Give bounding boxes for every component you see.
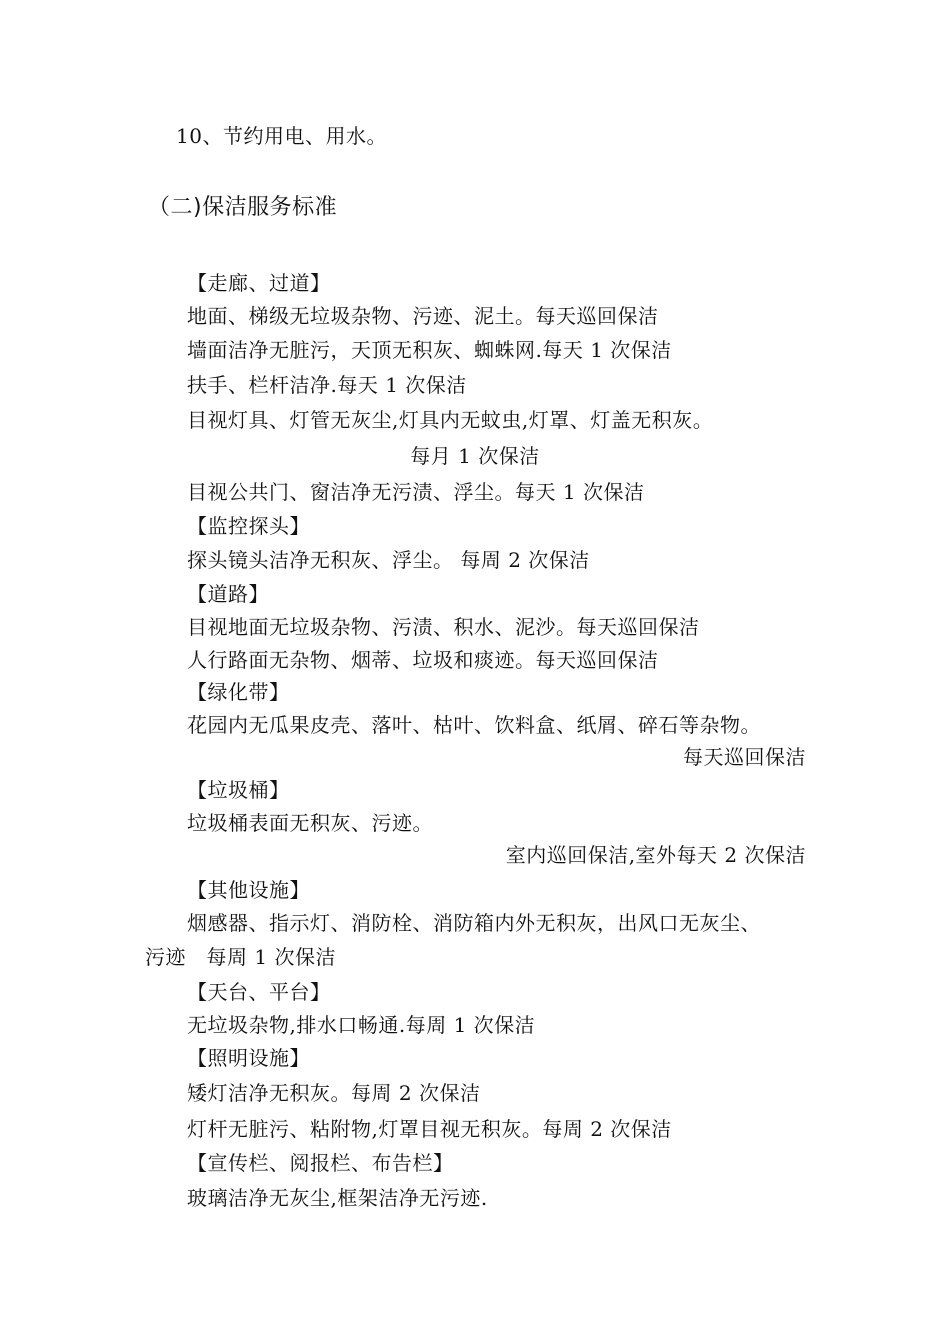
standard-line: 花园内无瓜果皮壳、落叶、枯叶、饮料盒、纸屑、碎石等杂物。 — [187, 713, 761, 737]
category-green-belt: 【绿化带】 — [187, 680, 290, 704]
category-lighting: 【照明设施】 — [187, 1046, 310, 1070]
standard-line: 目视公共门、窗洁净无污渍、浮尘。每天 1 次保洁 — [187, 480, 645, 504]
category-other-facilities: 【其他设施】 — [187, 878, 310, 902]
standard-line: 烟感器、指示灯、消防栓、消防箱内外无积灰，出风口无灰尘、 — [187, 911, 761, 935]
frequency-line: 每月 1 次保洁 — [410, 444, 540, 468]
standard-line: 目视地面无垃圾杂物、污渍、积水、泥沙。每天巡回保洁 — [187, 615, 700, 639]
category-road: 【道路】 — [187, 582, 269, 606]
category-rooftop: 【天台、平台】 — [187, 980, 331, 1004]
standard-line: 目视灯具、灯管无灰尘,灯具内无蚊虫,灯罩、灯盖无积灰。 — [187, 408, 714, 432]
standard-line-continued: 污迹 每周 1 次保洁 — [145, 945, 336, 969]
standard-line: 矮灯洁净无积灰。每周 2 次保洁 — [187, 1081, 481, 1105]
category-trash-bin: 【垃圾桶】 — [187, 778, 290, 802]
standard-line: 玻璃洁净无灰尘,框架洁净无污迹. — [187, 1186, 488, 1210]
standard-line: 无垃圾杂物,排水口畅通.每周 1 次保洁 — [187, 1013, 536, 1037]
standard-line: 墙面洁净无脏污，天顶无积灰、蜘蛛网.每天 1 次保洁 — [187, 338, 672, 362]
category-bulletin-boards: 【宣传栏、阅报栏、布告栏】 — [187, 1151, 454, 1175]
standard-line: 灯杆无脏污、粘附物,灯罩目视无积灰。每周 2 次保洁 — [187, 1117, 672, 1141]
category-corridor: 【走廊、过道】 — [187, 271, 331, 295]
section-title: （二)保洁服务标准 — [148, 195, 338, 220]
standard-line: 扶手、栏杆洁净.每天 1 次保洁 — [187, 373, 467, 397]
list-item-10: 10、节约用电、用水。 — [176, 124, 387, 148]
standard-line: 地面、梯级无垃圾杂物、污迹、泥土。每天巡回保洁 — [187, 304, 659, 328]
frequency-line: 室内巡回保洁,室外每天 2 次保洁 — [505, 843, 806, 867]
standard-line: 人行路面无杂物、烟蒂、垃圾和痰迹。每天巡回保洁 — [187, 648, 659, 672]
standard-line: 探头镜头洁净无积灰、浮尘。 每周 2 次保洁 — [187, 548, 590, 572]
standard-line: 垃圾桶表面无积灰、污迹。 — [187, 811, 433, 835]
frequency-line: 每天巡回保洁 — [683, 745, 806, 769]
category-camera: 【监控探头】 — [187, 514, 310, 538]
